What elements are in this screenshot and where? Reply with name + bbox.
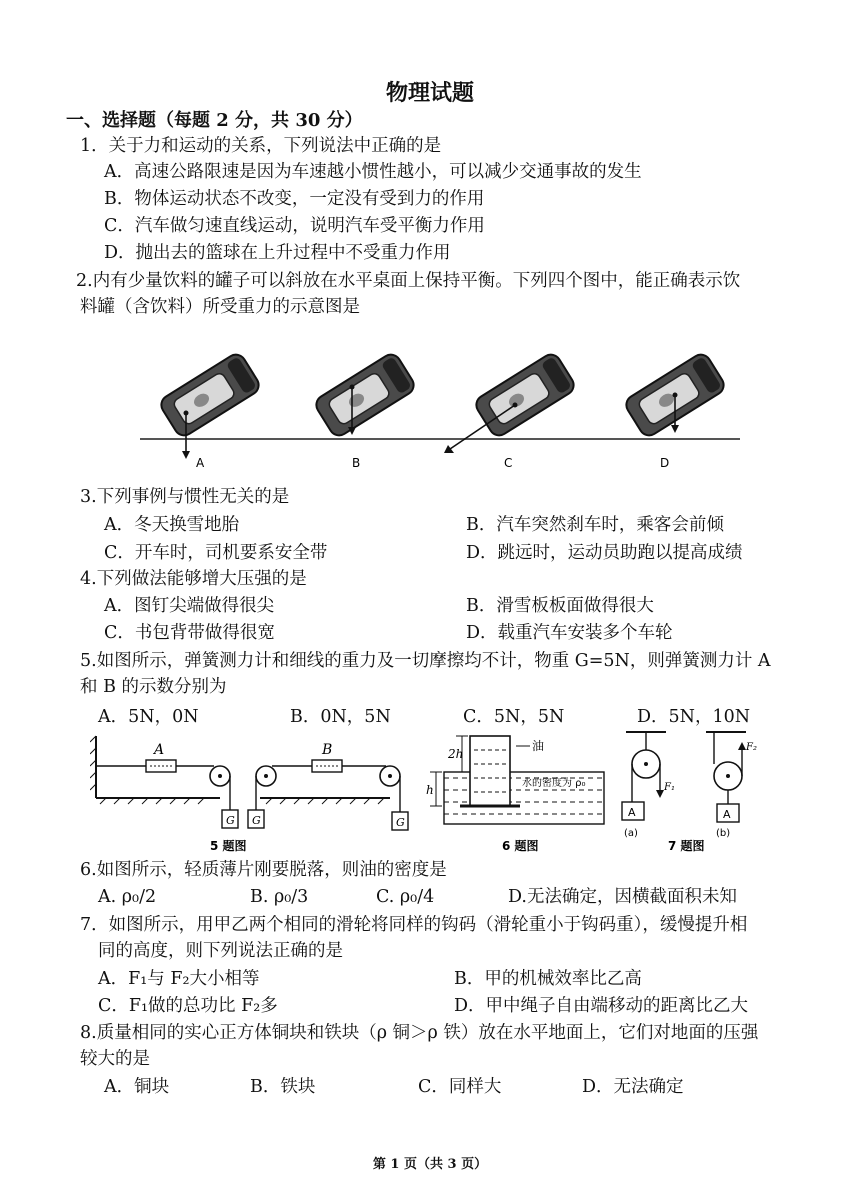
- q3-option-c: C．开车时，司机要系安全带: [104, 543, 328, 563]
- f1-label: F₁: [664, 782, 675, 793]
- q3-option-a: A．冬天换雪地胎: [104, 515, 240, 535]
- f2-label: F₂: [746, 742, 757, 753]
- q8-option-a: A．铜块: [104, 1077, 170, 1097]
- q6-option-d: D.无法确定，因横截面积未知: [508, 887, 737, 907]
- q3-option-b: B．汽车突然刹车时，乘客会前倾: [466, 515, 724, 535]
- can-b: [313, 351, 418, 439]
- sub-b-label: (b): [716, 828, 731, 839]
- q1-option-b: B．物体运动状态不改变，一定没有受到力的作用: [104, 189, 485, 209]
- can-label-b: B: [352, 456, 361, 470]
- q7-option-d: D．甲中绳子自由端移动的距离比乙大: [454, 996, 749, 1016]
- q6-option-c: C. ρ₀/4: [376, 887, 435, 907]
- q3-stem: 3.下列事例与惯性无关的是: [80, 487, 290, 507]
- q5-stem-line2: 和 B 的示数分别为: [80, 677, 227, 697]
- q1-option-a: A．高速公路限速是因为车速越小惯性越小，可以减少交通事故的发生: [104, 162, 642, 182]
- spring-b-label: B: [322, 742, 333, 758]
- label-2h: 2h: [448, 747, 464, 761]
- fig7-caption: 7 题图: [668, 839, 705, 853]
- q4-option-d: D．载重汽车安装多个车轮: [466, 623, 673, 643]
- q5-option-b: B．0N，5N: [290, 707, 391, 727]
- block-a-label-1: A: [628, 806, 636, 819]
- q1-option-d: D．抛出去的篮球在上升过程中不受重力作用: [104, 243, 451, 263]
- q8-option-b: B．铁块: [250, 1077, 316, 1097]
- can-label-a: A: [196, 456, 205, 470]
- q7-stem-line2: 同的高度，则下列说法正确的是: [98, 941, 343, 961]
- q5-option-a: A．5N，0N: [98, 707, 199, 727]
- fig6-caption: 6 题图: [502, 839, 539, 853]
- q5-option-d: D．5N，10N: [637, 707, 751, 727]
- weight-g-label-2: G: [252, 814, 261, 827]
- q2-stem-line1: 2.内有少量饮料的罐子可以斜放在水平桌面上保持平衡。下列四个图中，能正确表示饮: [76, 271, 741, 291]
- q4-option-b: B．滑雪板板面做得很大: [466, 596, 654, 616]
- q1-stem: 1．关于力和运动的关系，下列说法中正确的是: [80, 136, 442, 156]
- can-label-c: C: [504, 456, 513, 470]
- q1-option-c: C．汽车做匀速直线运动，说明汽车受平衡力作用: [104, 216, 485, 236]
- fig5-spring-b-setup: [248, 742, 408, 830]
- can-label-d: D: [660, 456, 670, 470]
- block-a-label-2: A: [723, 808, 731, 821]
- q7-option-a: A．F₁与 F₂大小相等: [98, 969, 260, 989]
- q7-stem-line1: 7．如图所示，用甲乙两个相同的滑轮将同样的钩码（滑轮重小于钩码重），缓慢提升相: [80, 915, 748, 935]
- fig6-tube-setup: [426, 736, 604, 824]
- sub-a-label: (a): [624, 828, 638, 839]
- q3-option-d: D．跳远时，运动员助跑以提高成绩: [466, 543, 743, 563]
- q6-option-a: A. ρ₀/2: [98, 887, 157, 907]
- q8-option-d: D．无法确定: [582, 1077, 684, 1097]
- weight-g-label-1: G: [226, 814, 235, 827]
- spring-a-label: A: [154, 742, 165, 758]
- fig7-pulley-a: [622, 732, 675, 839]
- weight-g-label-3: G: [396, 816, 405, 829]
- q8-option-c: C．同样大: [418, 1077, 502, 1097]
- q6-stem: 6.如图所示，轻质薄片刚要脱落，则油的密度是: [80, 860, 447, 880]
- label-h: h: [426, 783, 434, 797]
- fig5-caption: 5 题图: [210, 839, 247, 853]
- fig5-spring-a-setup: [90, 736, 238, 828]
- figures-row: [90, 726, 770, 856]
- oil-label: 油: [532, 739, 545, 753]
- q2-stem-line2: 料罐（含饮料）所受重力的示意图是: [80, 297, 360, 317]
- q2-can-figure: [130, 335, 750, 475]
- can-a: [158, 351, 263, 459]
- q7-option-c: C．F₁做的总功比 F₂多: [98, 996, 278, 1016]
- water-density-label: 水的密度为 ρ₀: [522, 778, 586, 789]
- can-d: [623, 351, 728, 439]
- q6-option-b: B. ρ₀/3: [250, 887, 309, 907]
- q5-stem-line1: 5.如图所示，弹簧测力计和细线的重力及一切摩擦均不计，物重 G=5N，则弹簧测力计 A: [80, 651, 771, 671]
- q4-option-c: C．书包背带做得很宽: [104, 623, 275, 643]
- fig7-pulley-b: [706, 732, 757, 839]
- page-footer: 第 1 页（共 3 页）: [372, 1157, 488, 1172]
- q8-stem-line1: 8.质量相同的实心正方体铜块和铁块（ρ 铜＞ρ 铁）放在水平地面上，它们对地面的压强: [80, 1023, 759, 1043]
- q4-option-a: A．图钉尖端做得很尖: [104, 596, 275, 616]
- q5-option-c: C．5N，5N: [463, 707, 565, 727]
- q8-stem-line2: 较大的是: [80, 1049, 150, 1069]
- q4-stem: 4.下列做法能够增大压强的是: [80, 569, 307, 589]
- page-title: 物理试题: [385, 80, 474, 106]
- section-heading: 一、选择题（每题 2 分，共 30 分）: [66, 110, 363, 131]
- can-c: [444, 351, 577, 453]
- q7-option-b: B．甲的机械效率比乙高: [454, 969, 642, 989]
